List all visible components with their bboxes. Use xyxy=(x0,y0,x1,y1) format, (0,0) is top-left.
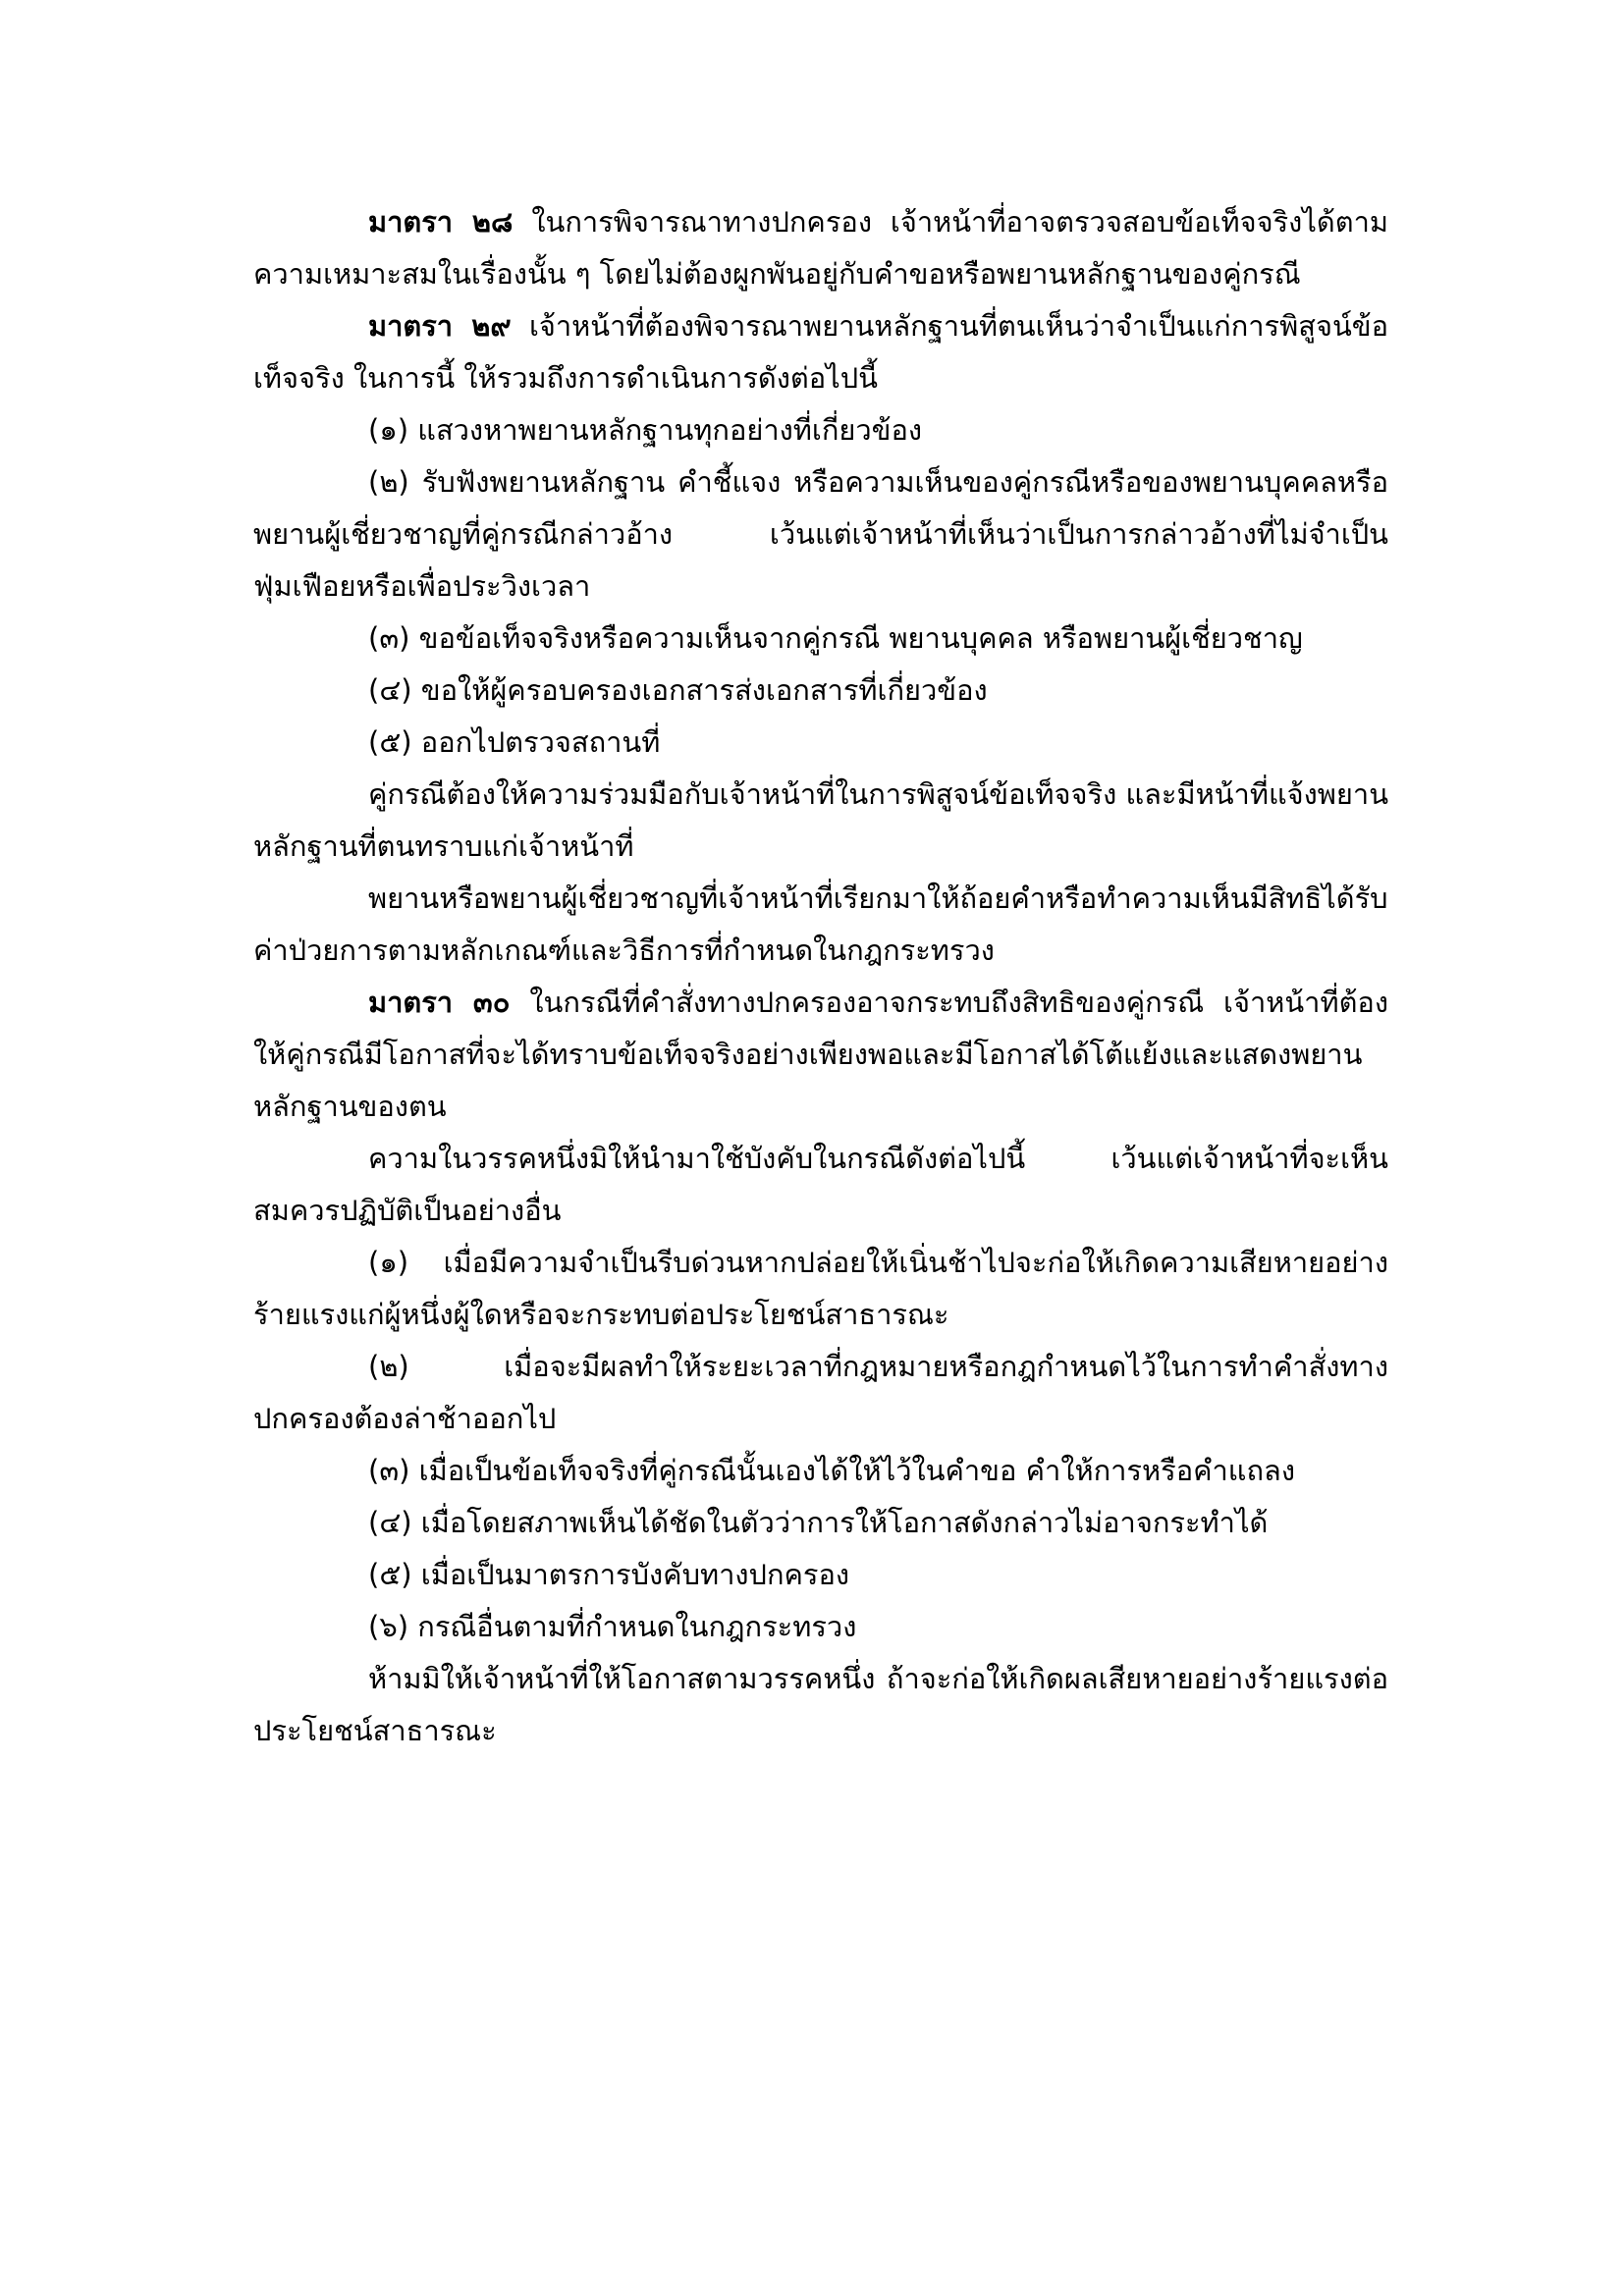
section-29-item-2: (๒) รับฟังพยานหลักฐาน คำชี้แจง หรือความเห็นของคู่กรณีหรือของพยานบุคคลหรือพยานผู้เชี่ยวชาญที่คู่กรณีกล่าวอ้าง เว้นแต่เจ้าหน้าที่เห็นว่าเป็นการกล่าวอ้างที่ไม่จำเป็นฟุ่มเฟือยหรือเพื่อประวิงเวลา xyxy=(253,465,1388,603)
section-28-body: ในการพิจารณาทางปกครอง เจ้าหน้าที่อาจตรวจสอบข้อเท็จจริงได้ตามความเหมาะสมในเรื่องนั้น ๆ โดยไม่ต้องผูกพันอยู่กับคำขอหรือพยานหลักฐานของคู่กรณี xyxy=(253,205,1388,291)
section-29-heading: มาตรา ๒๙ xyxy=(368,309,512,343)
section-29-body: เจ้าหน้าที่ต้องพิจารณาพยานหลักฐานที่ตนเห็นว่าจำเป็นแก่การพิสูจน์ข้อเท็จจริง ในการนี้ ให้รวมถึงการดำเนินการดังต่อไปนี้ xyxy=(253,309,1389,395)
section-30-paragraph xyxy=(253,977,1388,1133)
section-28-paragraph xyxy=(253,196,1388,300)
section-30-paragraph-2: ความในวรรคหนึ่งมิให้นำมาใช้บังคับในกรณีดังต่อไปนี้ เว้นแต่เจ้าหน้าที่จะเห็นสมควรปฏิบัติเป็นอย่างอื่น xyxy=(253,1142,1388,1227)
section-30-paragraph-3: ห้ามมิให้เจ้าหน้าที่ให้โอกาสตามวรรคหนึ่ง ถ้าจะก่อให้เกิดผลเสียหายอย่างร้ายแรงต่อประโยชน์สาธารณะ xyxy=(253,1662,1388,1747)
section-29-item-3: (๓) ขอข้อเท็จจริงหรือความเห็นจากคู่กรณี พยานบุคคล หรือพยานผู้เชี่ยวชาญ xyxy=(368,621,1303,655)
section-29-item-1: (๑) แสวงหาพยานหลักฐานทุกอย่างที่เกี่ยวข้อง xyxy=(368,413,923,447)
section-29-item-4: (๔) ขอให้ผู้ครอบครองเอกสารส่งเอกสารที่เกี่ยวข้อง xyxy=(368,673,988,707)
section-30-item-6: (๖) กรณีอื่นตามที่กำหนดในกฎกระทรวง xyxy=(368,1610,857,1643)
section-30-item-1: (๑) เมื่อมีความจำเป็นรีบด่วนหากปล่อยให้เนิ่นช้าไปจะก่อให้เกิดความเสียหายอย่างร้ายแรงแก่ผู้หนึ่งผู้ใดหรือจะกระทบต่อประโยชน์สาธารณะ xyxy=(253,1246,1388,1331)
section-30-item-4: (๔) เมื่อโดยสภาพเห็นได้ชัดในตัวว่าการให้โอกาสดังกล่าวไม่อาจกระทำได้ xyxy=(368,1506,1269,1539)
section-29-paragraph-2: คู่กรณีต้องให้ความร่วมมือกับเจ้าหน้าที่ในการพิสูจน์ข้อเท็จจริง และมีหน้าที่แจ้งพยานหลักฐานที่ตนทราบแก่เจ้าหน้าที่ xyxy=(253,777,1389,863)
section-28-heading: มาตรา ๒๘ xyxy=(368,205,514,239)
section-30-item-3: (๓) เมื่อเป็นข้อเท็จจริงที่คู่กรณีนั้นเองได้ให้ไว้ในคำขอ คำให้การหรือคำแถลง xyxy=(368,1454,1295,1487)
section-30-item-5: (๕) เมื่อเป็นมาตรการบังคับทางปกครอง xyxy=(368,1558,850,1591)
section-29-paragraph xyxy=(253,300,1388,404)
section-30-heading: มาตรา ๓๐ xyxy=(368,986,511,1019)
document-page xyxy=(253,196,1388,1757)
section-29-paragraph-3: พยานหรือพยานผู้เชี่ยวชาญที่เจ้าหน้าที่เรียกมาให้ถ้อยคำหรือทำความเห็นมีสิทธิได้รับค่าป่วยการตามหลักเกณฑ์และวิธีการที่กำหนดในกฎกระทรวง xyxy=(253,881,1388,967)
section-30-body: ในกรณีที่คำสั่งทางปกครองอาจกระทบถึงสิทธิของคู่กรณี เจ้าหน้าที่ต้องให้คู่กรณีมีโอกาสที่จะได้ทราบข้อเท็จจริงอย่างเพียงพอและมีโอกาสได้โต้แย้งและแสดงพยานหลักฐานของตน xyxy=(253,986,1388,1123)
section-30-item-2: (๒) เมื่อจะมีผลทำให้ระยะเวลาที่กฎหมายหรือกฎกำหนดไว้ในการทำคำสั่งทางปกครองต้องล่าช้าออกไป xyxy=(253,1350,1388,1435)
section-29-item-5: (๕) ออกไปตรวจสถานที่ xyxy=(368,725,661,759)
